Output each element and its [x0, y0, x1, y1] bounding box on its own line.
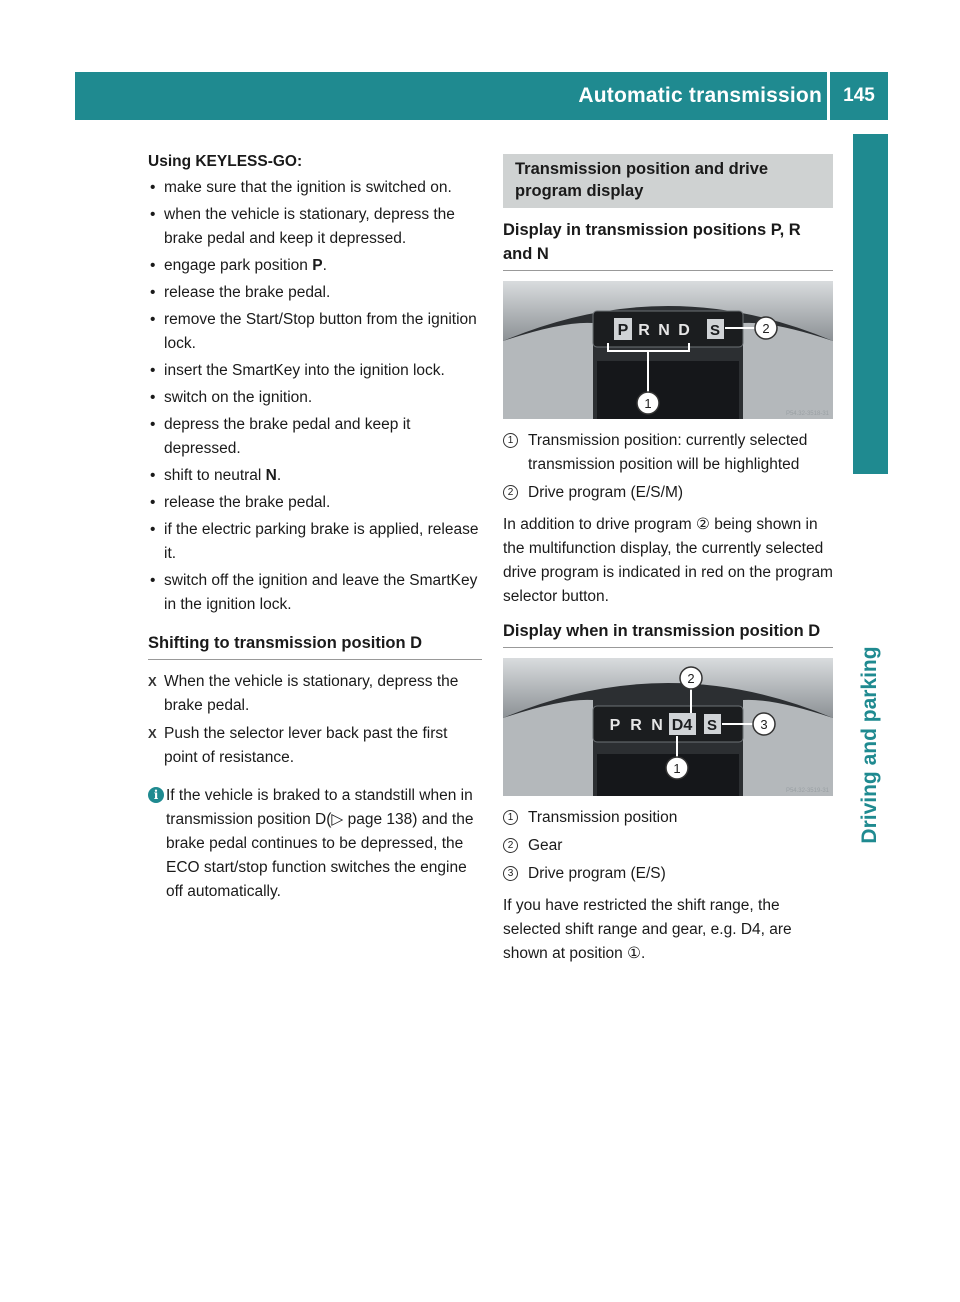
paragraph: If you have restricted the shift range, the selected shift range and gear, e.g. D4, are shown at position ①. — [503, 897, 792, 962]
info-icon: i — [148, 787, 164, 803]
legend-item: 2 Gear — [503, 834, 833, 858]
cluster-illustration-2 — [503, 658, 833, 796]
list-item: • switch on the ignition. — [148, 386, 482, 410]
shift-steps — [148, 670, 482, 770]
figure-d-display — [503, 658, 833, 796]
display2-heading: Display when in transmission position D — [503, 619, 833, 648]
drive-program-s: S — [709, 322, 721, 339]
legend-2 — [503, 806, 833, 886]
gear-letter-d4: D4 — [671, 717, 693, 734]
section-box-heading: Transmission position and drive program display — [503, 154, 833, 208]
right-column — [503, 154, 833, 974]
keyless-heading: Using KEYLESS-GO: — [148, 153, 303, 170]
list-item: • depress the brake pedal and keep it depressed. — [148, 413, 482, 461]
list-item: • when the vehicle is stationary, depress the brake pedal and keep it depressed. — [148, 203, 482, 251]
figure-code: P54.32-3519-31 — [785, 788, 829, 794]
list-item: • shift to neutral N. — [148, 464, 482, 488]
gear-letter-r: R — [630, 717, 642, 734]
gear-letter-p: P — [609, 717, 621, 734]
list-item: • switch off the ignition and leave the SmartKey in the ignition lock. — [148, 569, 482, 617]
list-item: • release the brake pedal. — [148, 281, 482, 305]
cluster-illustration-1 — [503, 281, 833, 419]
callout-1: 1 — [644, 396, 652, 411]
legend-1 — [503, 429, 833, 505]
info-note — [148, 784, 482, 904]
callout-2: 2 — [762, 321, 770, 336]
callout-1: 1 — [673, 761, 681, 776]
list-item: • if the electric parking brake is applied, release it. — [148, 518, 482, 566]
legend-item: 3 Drive program (E/S) — [503, 862, 833, 886]
list-item: X Push the selector lever back past the first point of resistance. — [148, 722, 482, 770]
callout-3: 3 — [760, 717, 768, 732]
gear-letter-d: D — [678, 322, 690, 339]
callout-2: 2 — [687, 671, 695, 686]
drive-program-s: S — [706, 717, 718, 734]
shift-heading: Shifting to transmission position D — [148, 631, 482, 660]
list-item: X When the vehicle is stationary, depress the brake pedal. — [148, 670, 482, 718]
list-item: • insert the SmartKey into the ignition lock. — [148, 359, 482, 383]
figure-prn-display — [503, 281, 833, 419]
legend-item: 1 Transmission position — [503, 806, 833, 830]
list-item: • remove the Start/Stop button from the ignition lock. — [148, 308, 482, 356]
gear-letter-n: N — [658, 322, 670, 339]
gear-letter-p: P — [617, 322, 629, 339]
legend-item: 2 Drive program (E/S/M) — [503, 481, 833, 505]
keyless-steps — [148, 176, 482, 617]
page-header — [75, 72, 888, 120]
chapter-title: Automatic transmission — [578, 84, 822, 107]
page-number: 145 — [843, 85, 875, 106]
display1-heading: Display in transmission positions P, R and N — [503, 218, 833, 271]
list-item: • release the brake pedal. — [148, 491, 482, 515]
section-tab — [853, 134, 888, 474]
figure-code: P54.32-3518-31 — [785, 411, 829, 417]
gear-letter-r: R — [638, 322, 650, 339]
left-column — [148, 150, 482, 904]
note-text: If the vehicle is braked to a standstill when in transmission position D(▷ page 138) and the brake pedal continues to be depressed, the ECO start/stop function switches the engine off automatically. — [166, 787, 474, 900]
paragraph: In addition to drive program ② being shown in the multifunction display, the currently selected drive program is indicated in red on the program selector button. — [503, 516, 833, 605]
list-item: • engage park position P. — [148, 254, 482, 278]
legend-item: 1 Transmission position: currently selected transmission position will be highlighted — [503, 429, 833, 477]
list-item: • make sure that the ignition is switched on. — [148, 176, 482, 200]
gear-letter-n: N — [651, 717, 663, 734]
